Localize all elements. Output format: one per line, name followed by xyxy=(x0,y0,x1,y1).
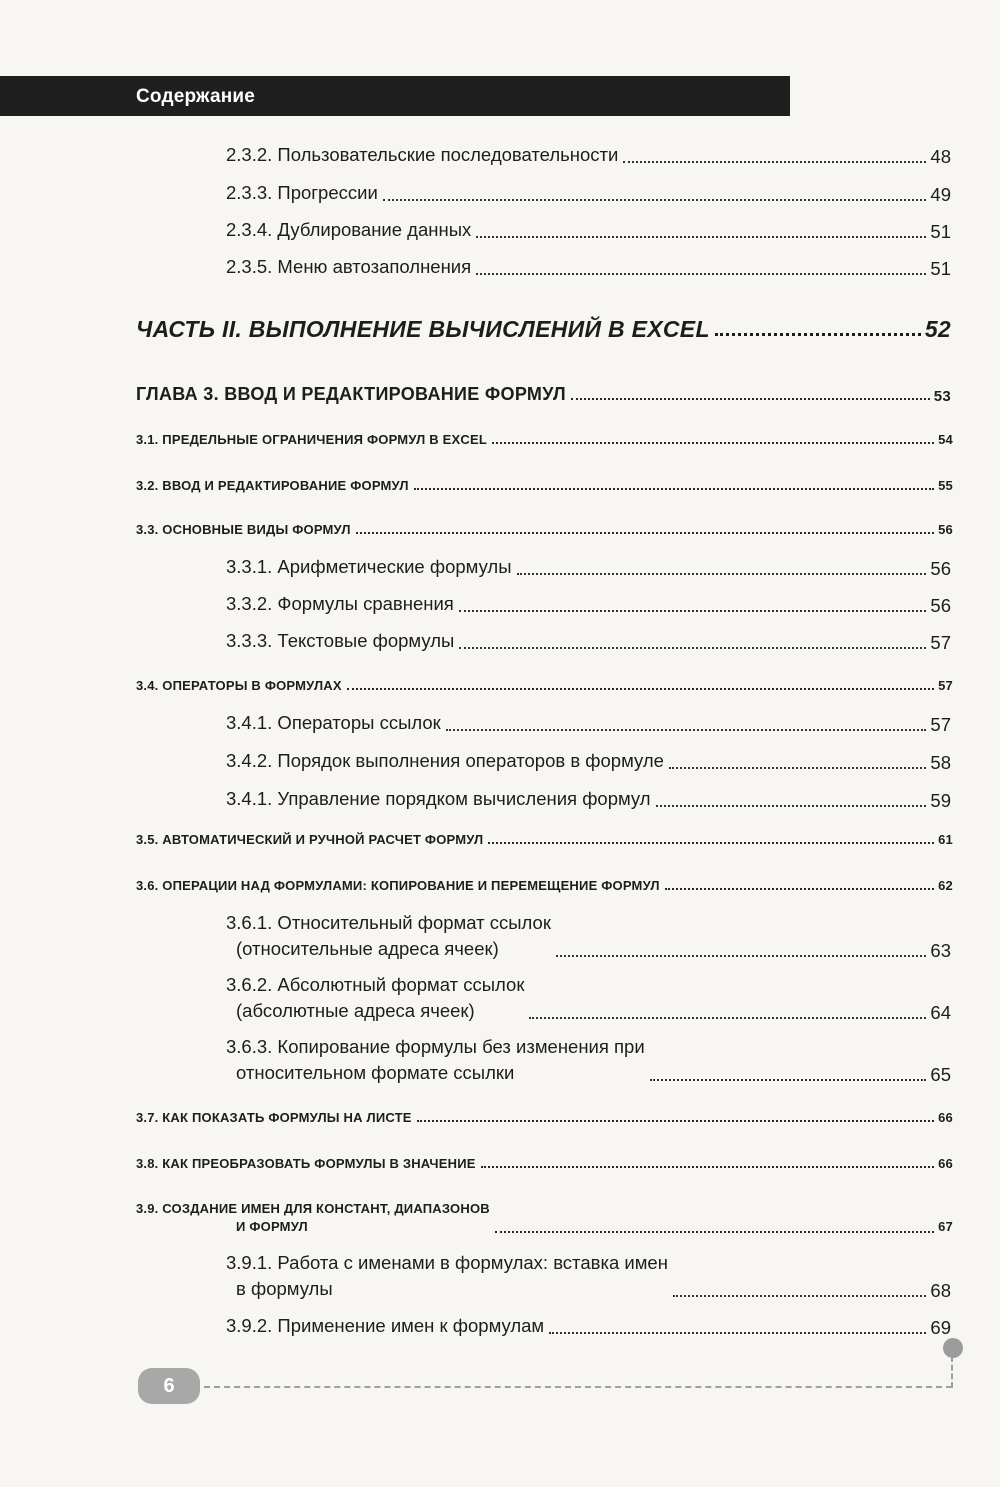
toc-entry xyxy=(226,180,951,206)
header-bar xyxy=(0,76,790,116)
dot-leader xyxy=(356,532,934,534)
toc-page-number: 68 xyxy=(930,1280,951,1301)
toc-page-number: 49 xyxy=(930,184,951,205)
dot-leader xyxy=(383,199,927,201)
toc-page-number: 57 xyxy=(930,632,951,653)
toc-entry xyxy=(226,254,951,280)
toc-entry-line: 3.9. СОЗДАНИЕ ИМЕН ДЛЯ КОНСТАНТ, ДИАПАЗОНОВ xyxy=(136,1201,490,1216)
toc-entry xyxy=(226,591,951,617)
toc-page-number: 65 xyxy=(930,1064,951,1085)
toc-section xyxy=(136,478,953,493)
toc-entry-title: 3.3.2. Формулы сравнения xyxy=(226,593,454,614)
toc-entry-line: (относительные адреса ячеек) xyxy=(236,938,499,959)
toc-entry-title: 2.3.5. Меню автозаполнения xyxy=(226,256,472,277)
toc-entry-title: 3.4.2. Порядок выполнения операторов в формуле xyxy=(226,750,664,771)
toc-entry-line: в формулы xyxy=(236,1278,333,1299)
toc-page-number: 62 xyxy=(938,878,953,893)
toc-entry xyxy=(226,1313,951,1339)
toc-entry-title: 2.3.4. Дублирование данных xyxy=(226,219,472,240)
toc-section xyxy=(136,878,953,893)
dot-leader xyxy=(656,805,927,807)
toc-page-number: 54 xyxy=(938,432,953,447)
toc-entry xyxy=(226,217,951,243)
footer-dotted-rule xyxy=(204,1386,952,1388)
toc-chapter-heading xyxy=(136,384,951,405)
toc-entry-title: 3.3.3. Текстовые формулы xyxy=(226,630,455,651)
dot-leader xyxy=(549,1332,926,1334)
toc-entry xyxy=(226,142,951,168)
dot-leader xyxy=(529,1017,926,1019)
toc-entry-title xyxy=(226,972,524,1024)
toc-entry-title xyxy=(226,1034,645,1086)
toc-entry-line: 3.6.2. Абсолютный формат ссылок xyxy=(226,974,525,995)
toc-entry-title: 3.4.1. Управление порядком вычисления формул xyxy=(226,788,651,809)
footer-dotted-rule xyxy=(951,1356,953,1388)
dot-leader xyxy=(571,398,930,400)
toc-entry-title: 3.1. ПРЕДЕЛЬНЫЕ ОГРАНИЧЕНИЯ ФОРМУЛ В EXCEL xyxy=(136,432,488,447)
toc-entry xyxy=(226,1250,951,1302)
toc-entry-line: (абсолютные адреса ячеек) xyxy=(236,1000,475,1021)
toc-entry-title: 3.5. АВТОМАТИЧЕСКИЙ И РУЧНОЙ РАСЧЕТ ФОРМУЛ xyxy=(136,832,484,847)
toc-entry-title: 3.8. КАК ПРЕОБРАЗОВАТЬ ФОРМУЛЫ В ЗНАЧЕНИЕ xyxy=(136,1156,476,1171)
dot-leader xyxy=(347,688,934,690)
toc-page-number: 57 xyxy=(938,678,953,693)
toc-entry-title xyxy=(136,1200,490,1236)
toc-entry xyxy=(226,1034,951,1086)
toc-entry-title: 3.7. КАК ПОКАЗАТЬ ФОРМУЛЫ НА ЛИСТЕ xyxy=(136,1110,412,1125)
toc-page-number: 58 xyxy=(930,752,951,773)
toc-page-number: 48 xyxy=(930,146,951,167)
footer-circle-ornament xyxy=(943,1338,963,1358)
toc-page-number: 56 xyxy=(938,522,953,537)
dot-leader xyxy=(481,1166,935,1168)
toc-entry-line: 3.9.1. Работа с именами в формулах: вставка имен xyxy=(226,1252,668,1273)
dot-leader xyxy=(517,573,927,575)
dot-leader xyxy=(492,442,934,444)
toc-page-number: 59 xyxy=(930,790,951,811)
page-number-badge: 6 xyxy=(138,1368,200,1404)
dot-leader xyxy=(417,1120,934,1122)
toc-entry xyxy=(226,710,951,736)
toc-page-number: 56 xyxy=(930,595,951,616)
toc-entry-title: ЧАСТЬ II. ВЫПОЛНЕНИЕ ВЫЧИСЛЕНИЙ В EXCEL xyxy=(136,316,710,342)
toc-page-number: 64 xyxy=(930,1002,951,1023)
toc-section xyxy=(136,1156,953,1171)
toc-page-number: 63 xyxy=(930,940,951,961)
toc-entry-line: 3.6.3. Копирование формулы без изменения при xyxy=(226,1036,645,1057)
toc-entry-title: 3.9.2. Применение имен к формулам xyxy=(226,1315,545,1336)
toc-entry xyxy=(226,972,951,1024)
toc-section xyxy=(136,678,953,693)
toc-entry xyxy=(226,554,951,580)
toc-section xyxy=(136,432,953,447)
toc-section xyxy=(136,1200,953,1236)
toc-page-number: 67 xyxy=(938,1219,953,1234)
toc-entry xyxy=(226,786,951,812)
toc-entry-title xyxy=(226,910,551,962)
dot-leader xyxy=(650,1079,927,1081)
toc-page-number: 53 xyxy=(933,388,951,405)
toc-part-heading xyxy=(136,316,951,343)
dot-leader xyxy=(459,647,926,649)
toc-entry-line: относительном формате ссылки xyxy=(236,1062,515,1083)
dot-leader xyxy=(488,842,934,844)
toc-entry-title: 3.4.1. Операторы ссылок xyxy=(226,712,441,733)
toc-entry-line: 3.6.1. Относительный формат ссылок xyxy=(226,912,551,933)
dot-leader xyxy=(459,610,927,612)
toc-page-number: 66 xyxy=(938,1156,953,1171)
dot-leader xyxy=(665,888,934,890)
toc-page-number: 51 xyxy=(930,221,951,242)
toc-section xyxy=(136,522,953,537)
toc-entry-title: 2.3.3. Прогрессии xyxy=(226,182,378,203)
toc-page-number: 57 xyxy=(930,714,951,735)
dot-leader xyxy=(669,767,926,769)
toc-entry-title: 2.3.2. Пользовательские последовательности xyxy=(226,144,619,165)
toc-entry-title: 3.3.1. Арифметические формулы xyxy=(226,556,512,577)
toc-entry-title: 3.4. ОПЕРАТОРЫ В ФОРМУЛАХ xyxy=(136,678,342,693)
toc-section xyxy=(136,1110,953,1125)
toc-page-number: 55 xyxy=(938,478,953,493)
toc-page-number: 69 xyxy=(930,1317,951,1338)
dot-leader xyxy=(446,729,927,731)
toc-entry-title: 3.3. ОСНОВНЫЕ ВИДЫ ФОРМУЛ xyxy=(136,522,351,537)
page-title: Содержание xyxy=(136,86,256,107)
dot-leader xyxy=(673,1295,926,1297)
toc-section xyxy=(136,832,953,847)
toc-entry xyxy=(226,910,951,962)
toc-page-number: 52 xyxy=(924,316,951,342)
toc-entry-title xyxy=(226,1250,668,1302)
dot-leader xyxy=(715,333,921,336)
dot-leader xyxy=(495,1231,934,1233)
toc-page-number: 56 xyxy=(930,558,951,579)
toc-entry xyxy=(226,628,951,654)
toc-entry-line: И ФОРМУЛ xyxy=(236,1219,308,1234)
dot-leader xyxy=(623,161,926,163)
dot-leader xyxy=(476,236,926,238)
toc-entry xyxy=(226,748,951,774)
toc-entry-title: ГЛАВА 3. ВВОД И РЕДАКТИРОВАНИЕ ФОРМУЛ xyxy=(136,384,566,404)
toc-entry-title: 3.2. ВВОД И РЕДАКТИРОВАНИЕ ФОРМУЛ xyxy=(136,478,409,493)
toc-page-number: 51 xyxy=(930,258,951,279)
toc-page-number: 66 xyxy=(938,1110,953,1125)
dot-leader xyxy=(556,955,926,957)
toc-page-number: 61 xyxy=(938,832,953,847)
dot-leader xyxy=(476,273,926,275)
toc-entry-title: 3.6. ОПЕРАЦИИ НАД ФОРМУЛАМИ: КОПИРОВАНИЕ И ПЕРЕМЕЩЕНИЕ ФОРМУЛ xyxy=(136,878,660,893)
dot-leader xyxy=(414,488,934,490)
